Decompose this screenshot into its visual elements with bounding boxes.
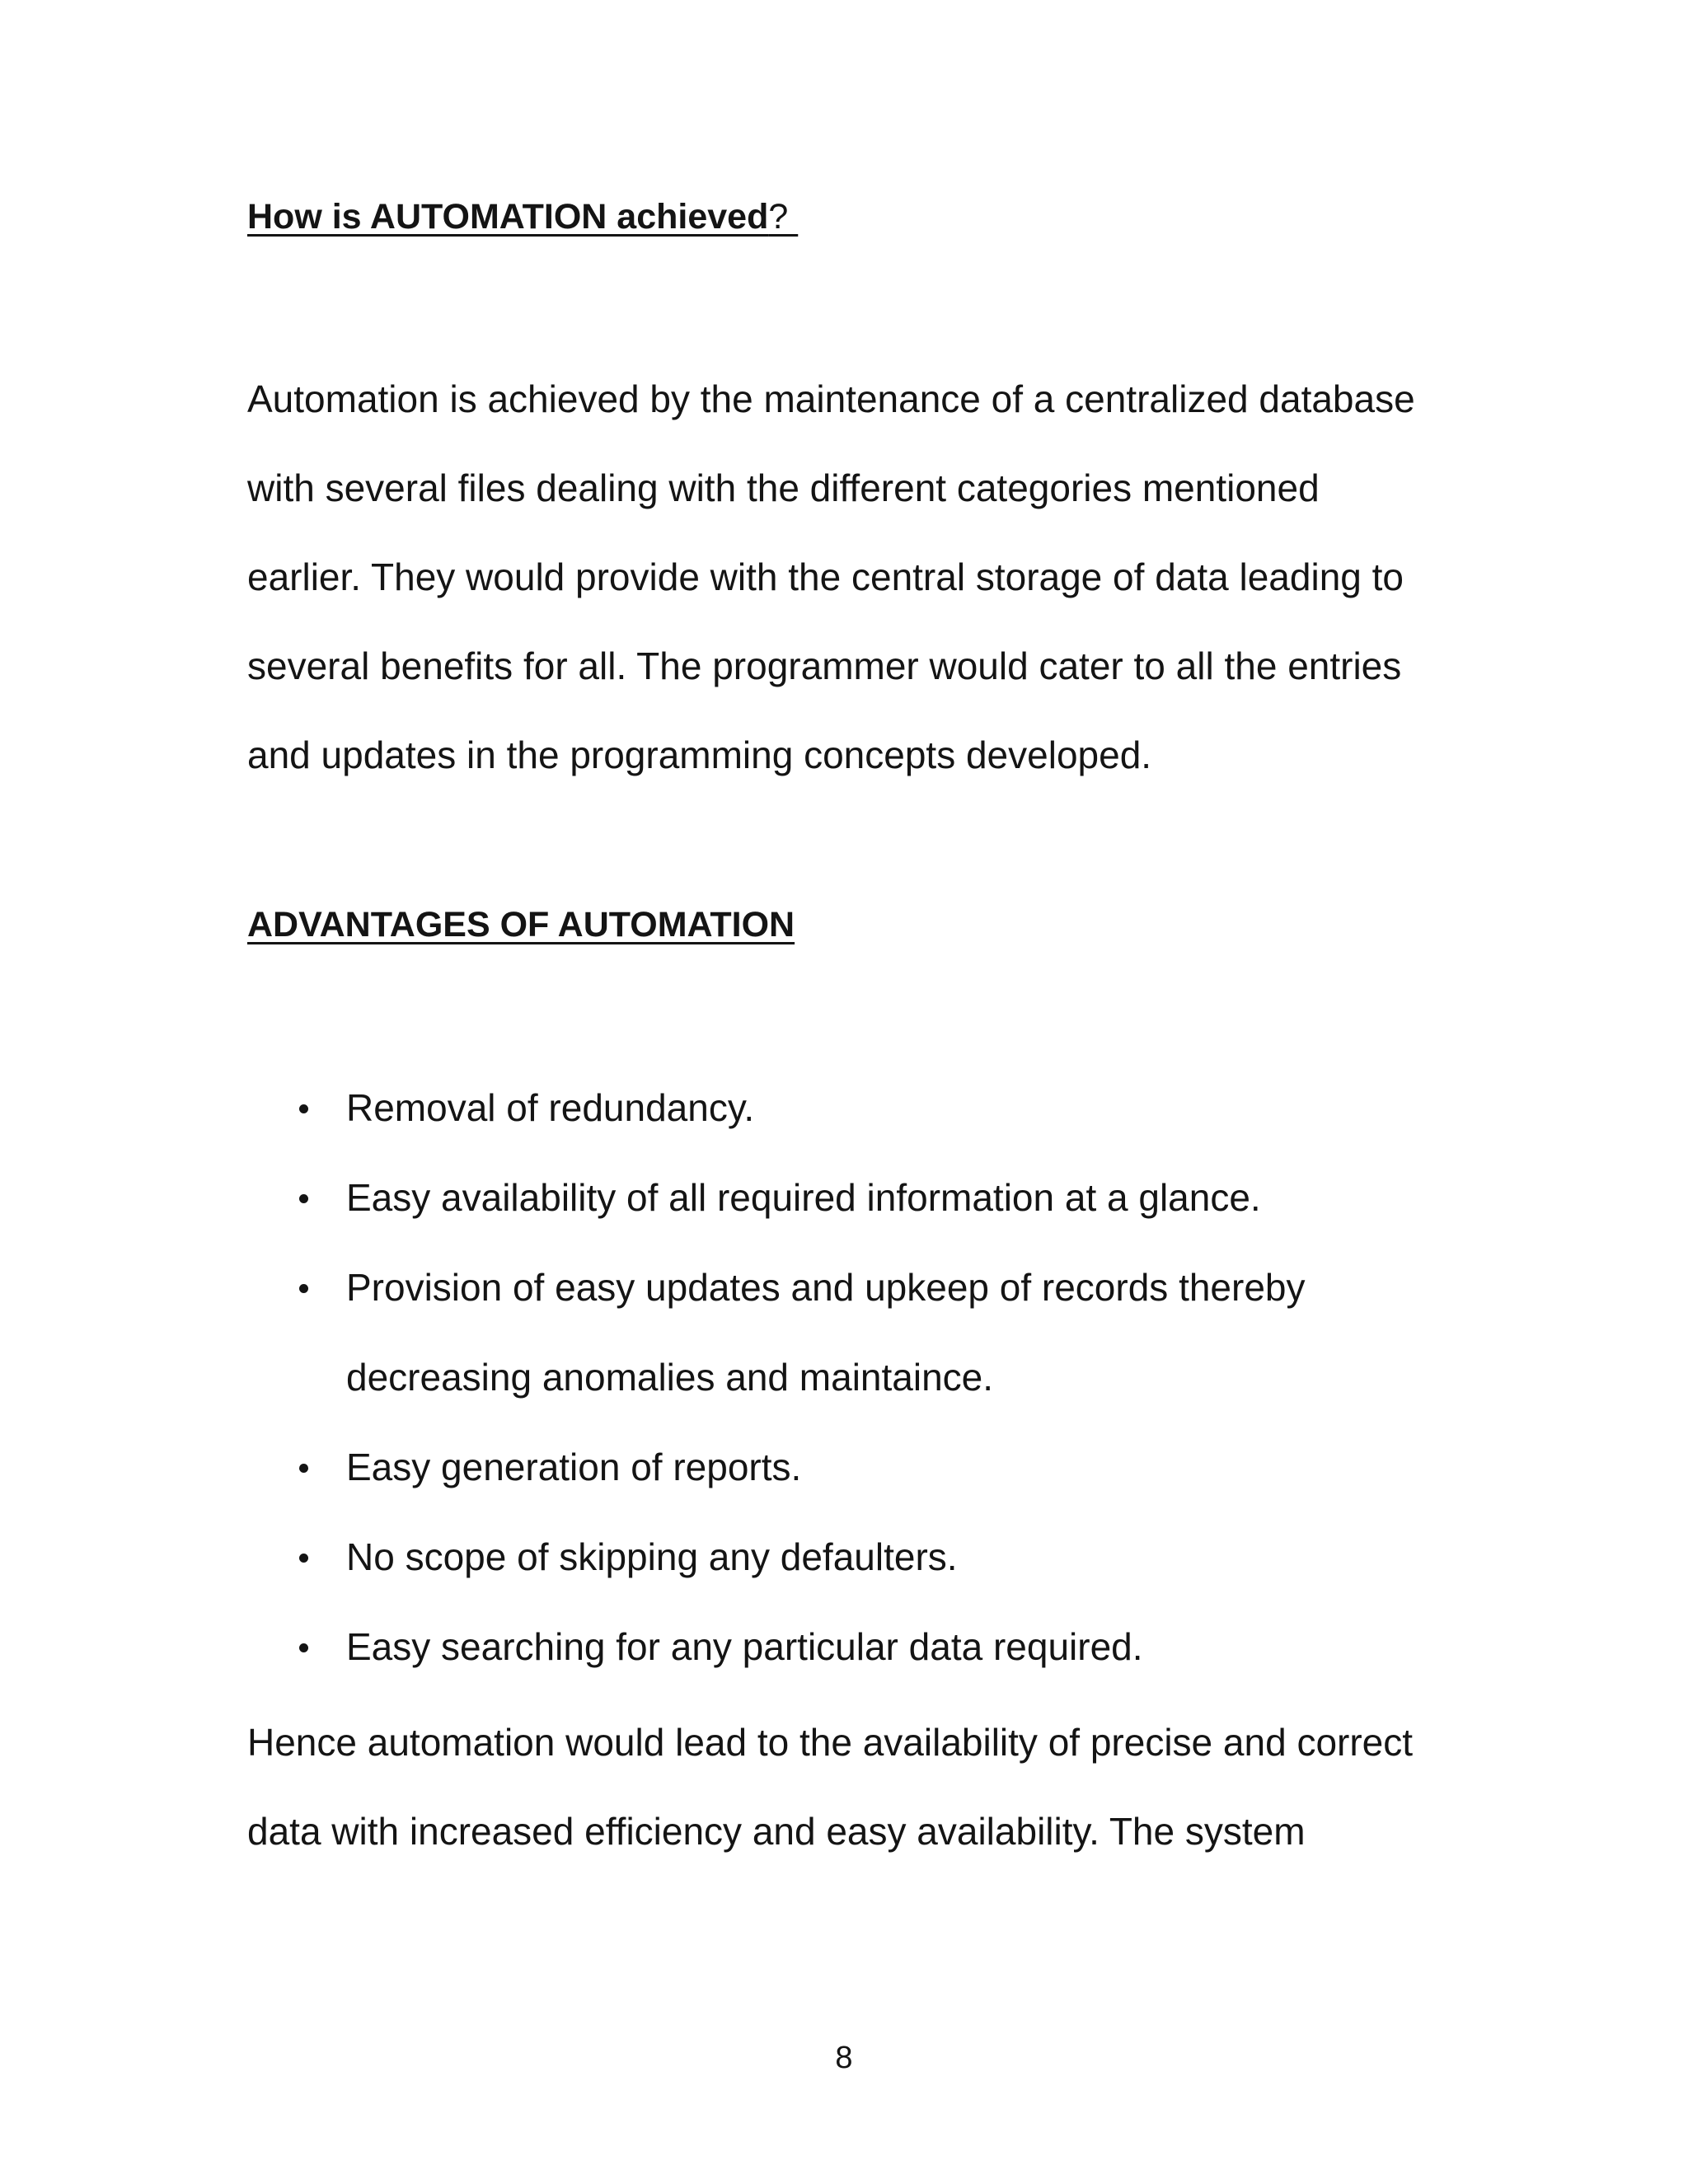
list-item <box>247 1422 1484 1512</box>
bullet-icon <box>299 1464 308 1473</box>
paragraph-line: Automation is achieved by the maintenance of a centralized database <box>247 377 1415 420</box>
paragraph-line: with several files dealing with the different categories mentioned <box>247 466 1320 509</box>
paragraph-line: and updates in the programming concepts developed. <box>247 733 1152 776</box>
heading-bold-text: How is AUTOMATION achieved <box>247 197 769 237</box>
list-item <box>247 1063 1484 1153</box>
list-item-text: Removal of redundancy. <box>346 1086 755 1129</box>
list-item <box>247 1243 1484 1422</box>
list-item <box>247 1153 1484 1243</box>
bullet-icon <box>299 1104 308 1113</box>
list-item-text: Provision of easy updates and upkeep of records thereby <box>346 1266 1306 1309</box>
paragraph-line: Hence automation would lead to the availability of precise and correct <box>247 1721 1414 1764</box>
list-item <box>247 1512 1484 1602</box>
list-item-text: Easy availability of all required information at a glance. <box>346 1176 1261 1219</box>
paragraph-line: data with increased efficiency and easy availability. The system <box>247 1810 1306 1853</box>
paragraph-line: several benefits for all. The programmer would cater to all the entries <box>247 644 1402 687</box>
section-heading-how-automation-achieved <box>247 199 798 235</box>
list-item-text: Easy searching for any particular data required. <box>346 1625 1143 1668</box>
bullet-icon <box>299 1284 308 1293</box>
advantages-list <box>247 1063 1484 1692</box>
section-heading-advantages: ADVANTAGES OF AUTOMATION <box>247 905 795 944</box>
list-item-text: No scope of skipping any defaulters. <box>346 1535 958 1578</box>
list-item-text: Easy generation of reports. <box>346 1446 802 1488</box>
bullet-icon <box>299 1194 308 1203</box>
page-number: 8 <box>835 2041 853 2075</box>
bullet-icon <box>299 1643 308 1652</box>
paragraph-line: earlier. They would provide with the central storage of data leading to <box>247 555 1404 598</box>
bullet-icon <box>299 1554 308 1563</box>
conclusion-paragraph <box>247 1698 1484 1876</box>
list-item <box>247 1602 1484 1692</box>
list-item-text-continuation: decreasing anomalies and maintaince. <box>346 1356 994 1399</box>
heading-question-mark: ? <box>768 197 799 237</box>
automation-explanation-paragraph <box>247 354 1484 799</box>
